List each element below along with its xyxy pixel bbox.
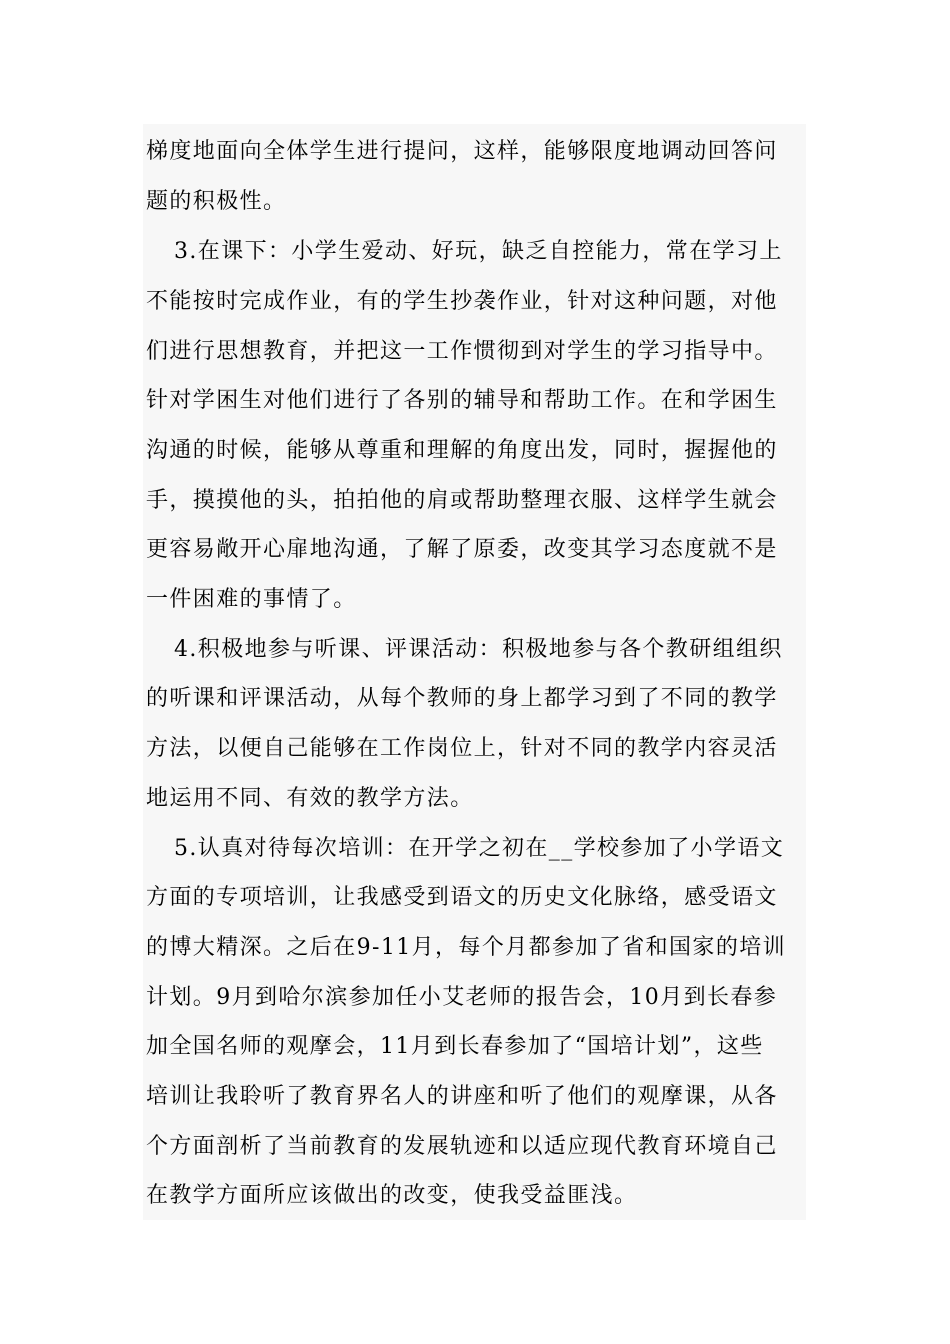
text-line: 3.在课下：小学生爱动、好玩，缺乏自控能力，常在学习上	[174, 239, 783, 264]
text-line: 更容易敞开心扉地沟通，了解了原委，改变其学习态度就不是	[146, 537, 778, 562]
text-line: 方法，以便自己能够在工作岗位上，针对不同的教学内容灵活	[146, 736, 778, 761]
text-line: 不能按时完成作业，有的学生抄袭作业，针对这种问题，对他	[146, 289, 778, 314]
text-line: 在教学方面所应该做出的改变，使我受益匪浅。	[146, 1183, 638, 1208]
text-line: 梯度地面向全体学生进行提问，这样，能够限度地调动回答问	[146, 139, 778, 164]
text-line: 们进行思想教育，并把这一工作惯彻到对学生的学习指导中。	[146, 339, 778, 364]
text-line: 的博大精深。之后在9-11月，每个月都参加了省和国家的培训	[146, 935, 787, 960]
text-line: 针对学困生对他们进行了各别的辅导和帮助工作。在和学困生	[146, 388, 778, 413]
text-line: 手，摸摸他的头，拍拍他的肩或帮助整理衣服、这样学生就会	[146, 488, 778, 513]
text-line: 方面的专项培训，让我感受到语文的历史文化脉络，感受语文	[146, 885, 778, 910]
text-line: 一件困难的事情了。	[146, 587, 357, 612]
text-line: 培训让我聆听了教育界名人的讲座和听了他们的观摩课，从各	[146, 1084, 778, 1109]
text-line: 沟通的时候，能够从尊重和理解的角度出发，同时，握握他的	[146, 438, 778, 463]
text-line: 4.积极地参与听课、评课活动：积极地参与各个教研组组织	[174, 637, 783, 662]
text-line: 地运用不同、有效的教学方法。	[146, 786, 474, 811]
text-line: 的听课和评课活动，从每个教师的身上都学习到了不同的教学	[146, 686, 778, 711]
text-line: 5.认真对待每次培训：在开学之初在__学校参加了小学语文	[174, 836, 785, 861]
text-line: 个方面剖析了当前教育的发展轨迹和以适应现代教育环境自己	[146, 1134, 778, 1159]
text-line: 加全国名师的观摩会，11月到长春参加了“国培计划”，这些	[146, 1034, 764, 1059]
text-line: 计划。9月到哈尔滨参加任小艾老师的报告会，10月到长春参	[146, 985, 778, 1010]
text-line: 题的积极性。	[146, 189, 287, 214]
